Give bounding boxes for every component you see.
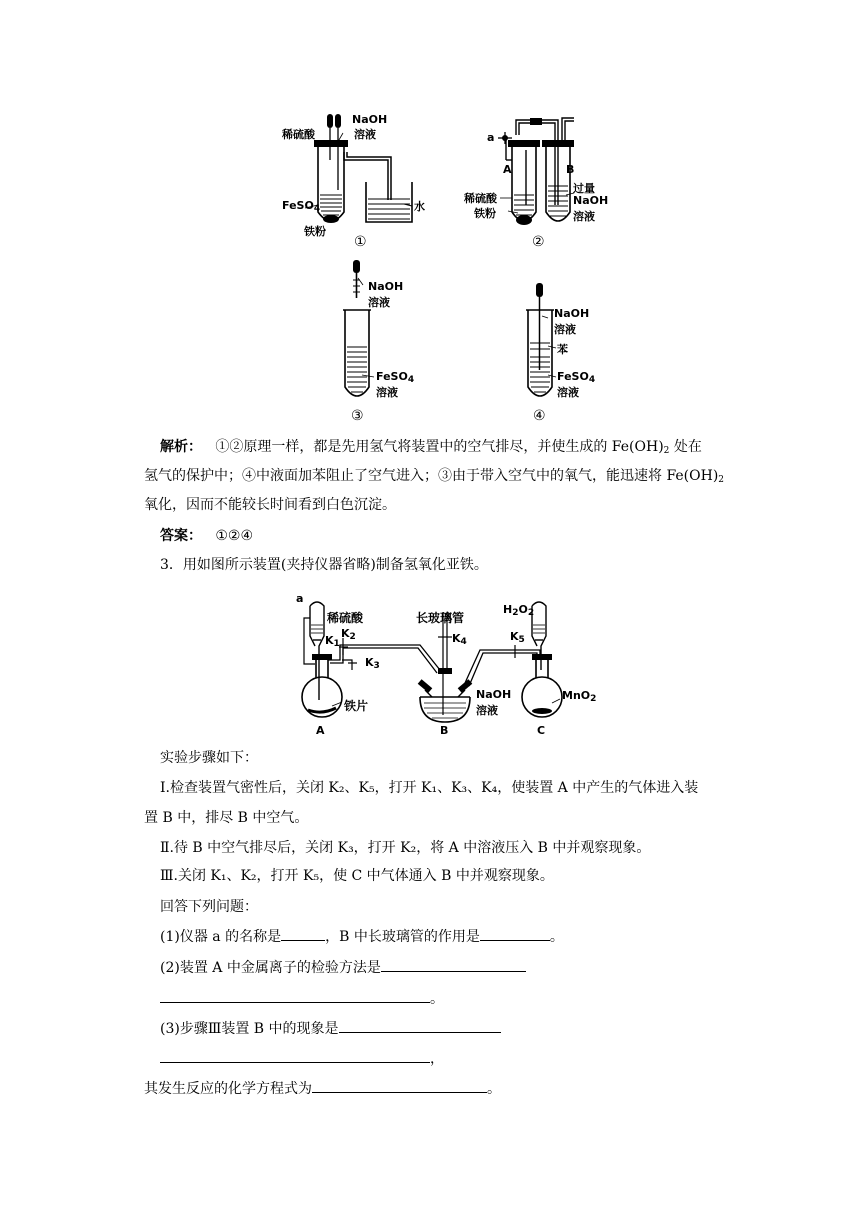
answer-intro: 回答下列问题： — [160, 899, 258, 915]
analysis-text-1: ①②原理一样，都是先用氢气将装置中的空气排尽，并使生成的 Fe(OH) — [215, 439, 664, 455]
analysis-line-3: 氧化，因而不能较长时间看到白色沉淀。 — [144, 497, 396, 513]
mno2-text: MnO — [562, 689, 591, 702]
fig2-B-label: B — [566, 163, 575, 176]
fig3-number: ③ — [351, 408, 364, 424]
question3-title: 3．用如图所示装置(夹持仪器省略)制备氢氧化亚铁。 — [160, 557, 488, 573]
q1-blank-1[interactable] — [281, 926, 325, 941]
fig2-iron-label: 铁粉 — [474, 207, 496, 220]
app-k5-label — [510, 630, 525, 643]
fig1-solution-label: 溶液 — [354, 128, 376, 141]
q2-end: 。 — [430, 991, 444, 1007]
question-3-cont — [160, 1048, 444, 1069]
fig2-A-label: A — [503, 163, 512, 176]
fig4-feso4-text: FeSO — [557, 370, 589, 383]
q1-blank-2[interactable] — [480, 926, 550, 941]
fig1-acid-label: 稀硫酸 — [282, 128, 315, 141]
step-1-line-2: 置 B 中，排尽 B 中空气。 — [144, 810, 309, 826]
app-k4-label — [452, 632, 467, 645]
fig4-solution-label: 溶液 — [554, 323, 576, 336]
analysis-sub-1: 2 — [663, 446, 670, 456]
question-3 — [160, 1018, 501, 1039]
analysis-text-2: 氢气的保护中；④中液面加苯阻止了空气进入；③由于带入空气中的氧气，能迅速将 Fe(OH) — [144, 468, 719, 484]
app-A-label: A — [316, 724, 325, 737]
app-h2o2-label — [503, 603, 534, 616]
fig2-naoh-label: NaOH — [573, 194, 609, 207]
fig3-feso4-text: FeSO — [376, 370, 408, 383]
app-mno2-label — [562, 689, 596, 702]
k4-k: K — [452, 632, 461, 645]
fig1-water-label: 水 — [414, 200, 425, 213]
analysis-tail-1: 处在 — [669, 439, 702, 455]
question-2-cont — [160, 988, 444, 1009]
app-k1-label — [325, 634, 340, 647]
app-longtube-label: 长玻璃管 — [416, 611, 465, 625]
k1-k: K — [325, 634, 334, 647]
fig3-naoh-label: NaOH — [368, 280, 404, 293]
fig1-iron-label: 铁粉 — [304, 225, 326, 238]
fig4-solution2-label: 溶液 — [557, 386, 579, 399]
question-1 — [160, 926, 564, 947]
k2-k: K — [341, 627, 350, 640]
q3-end: ， — [430, 1051, 444, 1067]
fig1-number: ① — [354, 234, 367, 250]
q4-end: 。 — [487, 1081, 501, 1097]
fig4-benzene-label: 苯 — [557, 343, 568, 356]
app-iron-label: 铁片 — [344, 699, 369, 713]
app-k2-label — [341, 627, 356, 640]
q4-text: 其发生反应的化学方程式为 — [144, 1081, 312, 1097]
mno2-sub: 2 — [590, 694, 597, 704]
k4-sub: 4 — [460, 637, 467, 647]
app-C-label: C — [537, 724, 546, 737]
analysis-label: 解析： — [160, 439, 202, 455]
q3-blank-2[interactable] — [160, 1048, 430, 1063]
app-naoh-label: NaOH — [476, 688, 512, 701]
q2-text: (2)装置 A 中金属离子的检验方法是 — [160, 960, 381, 976]
app-solution-label: 溶液 — [476, 704, 498, 717]
step-1-line-1: Ⅰ.检查装置气密性后，关闭 K₂、K₅，打开 K₁、K₃、K₄，使装置 A 中产生的气体进入装 — [160, 780, 699, 796]
question-4 — [144, 1078, 501, 1099]
k5-k: K — [510, 630, 519, 643]
fig2-a-label: a — [487, 131, 495, 144]
fig3-solution2-label: 溶液 — [376, 386, 398, 399]
h2o2-sub1: 2 — [512, 608, 519, 618]
q1-part-c: 。 — [549, 929, 564, 945]
k5-sub: 5 — [518, 635, 525, 645]
fig3-feso4-sub: 4 — [407, 375, 415, 385]
h2o2-o: O — [518, 603, 528, 616]
k3-k: K — [365, 656, 374, 669]
q2-blank-2[interactable] — [160, 988, 430, 1003]
step-3: Ⅲ.关闭 K₁、K₂，打开 K₅，使 C 中气体通入 B 中并观察现象。 — [160, 868, 554, 884]
step-2: Ⅱ.待 B 中空气排尽后，关闭 K₃，打开 K₂，将 A 中溶液压入 B 中并观察现象。 — [160, 840, 651, 856]
fig1-feso4-sub: 4 — [313, 204, 321, 214]
q3-blank-1[interactable] — [339, 1018, 501, 1033]
q1-part-a: (1)仪器 a 的名称是 — [160, 929, 282, 945]
q3-text: (3)步骤Ⅲ装置 B 中的现象是 — [160, 1021, 339, 1037]
app-B-label: B — [440, 724, 449, 737]
question-2 — [160, 957, 526, 978]
k2-sub: 2 — [349, 632, 356, 642]
analysis-sub-2: 2 — [718, 475, 725, 485]
h2o2-h: H — [503, 603, 513, 616]
answer-value: ①②④ — [215, 528, 254, 544]
q1-part-b: ，B 中长玻璃管的作用是 — [325, 929, 480, 945]
h2o2-sub2: 2 — [527, 608, 535, 618]
fig4-feso4-sub: 4 — [588, 375, 596, 385]
k1-sub: 1 — [333, 639, 340, 649]
answer-label: 答案： — [160, 528, 202, 544]
k3-sub: 3 — [373, 661, 380, 671]
app-a-label: a — [296, 592, 304, 605]
q2-blank-1[interactable] — [381, 957, 526, 972]
fig4-naoh-label: NaOH — [554, 307, 590, 320]
fig2-solution-label: 溶液 — [573, 210, 595, 223]
fig4-number: ④ — [533, 408, 546, 424]
fig1-feso4-text: FeSO — [282, 199, 314, 212]
fig2-number: ② — [532, 234, 545, 250]
q4-blank[interactable] — [312, 1078, 487, 1093]
fig2-excess-label: 过量 — [573, 182, 595, 195]
steps-intro: 实验步骤如下： — [160, 750, 258, 766]
fig3-solution-label: 溶液 — [368, 296, 390, 309]
app-acid-label: 稀硫酸 — [327, 611, 364, 625]
fig2-acid-label: 稀硫酸 — [464, 192, 497, 205]
app-k3-label — [365, 656, 380, 669]
fig1-naoh-label: NaOH — [352, 113, 388, 126]
